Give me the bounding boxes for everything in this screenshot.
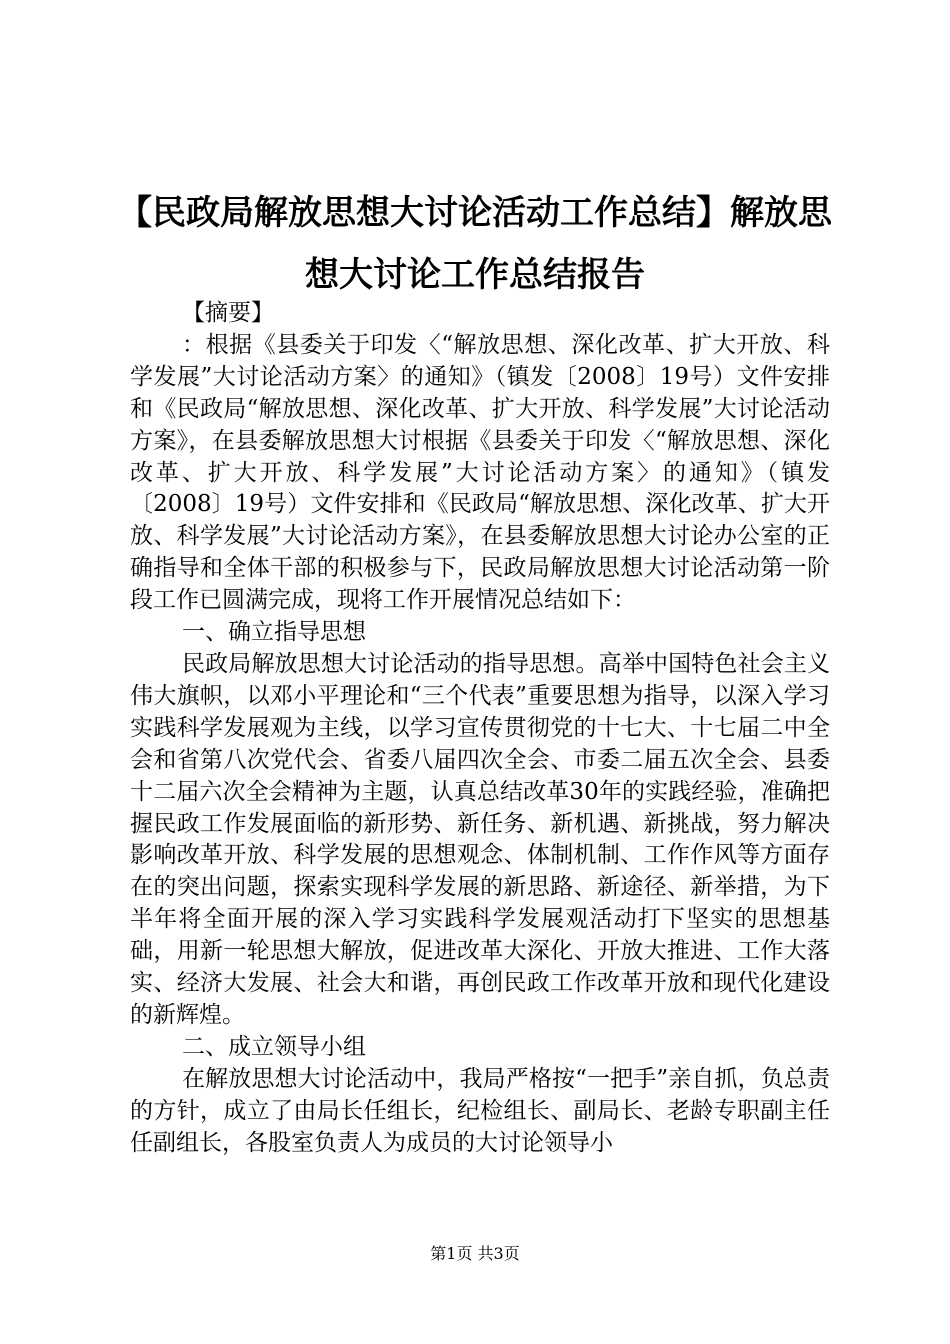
page-footer: 第1页 共3页 xyxy=(430,1244,520,1263)
section-paragraph-2: 在解放思想大讨论活动中，我局严格按“一把手”亲自抓，负总责的方针，成立了由局长任组长，纪检组长、副局长、老龄专职副主任任副组长，各股室负责人为成员的大讨论领导小 xyxy=(130,1065,830,1156)
section-heading-2: 二、成立领导小组 xyxy=(182,1033,366,1060)
document-title: 【民政局解放思想大讨论活动工作总结】解放思想大讨论工作总结报告 xyxy=(118,193,832,295)
abstract-label: 【摘要】 xyxy=(182,300,274,326)
section-heading-1: 一、确立指导思想 xyxy=(182,619,366,646)
document-body xyxy=(130,298,830,1159)
abstract-paragraph: ：根据《县委关于印发〈“解放思想、深化改革、扩大开放、科学发展”大讨论活动方案〉的通知》（镇发〔2008〕19号）文件安排和《民政局“解放思想、深化改革、扩大开放、科学发展”大讨论活动方案》，在县委解放思想大讨根据《县委关于印发〈“解放思想、深化改革、扩大开放、科学发展”大讨论活动方案〉的通知》（镇发〔2008〕19号）文件安排和《民政局“解放思想、深化改革、扩大开放、科学发展”大讨论活动方案》，在县委解放思想大讨论办公室的正确指导和全体干部的积极参与下，民政局解放思想大讨论活动第一阶段工作已圆满完成，现将工作开展情况总结如下： xyxy=(130,331,830,614)
section-paragraph-1: 民政局解放思想大讨论活动的指导思想。高举中国特色社会主义伟大旗帜，以邓小平理论和“三个代表”重要思想为指导，以深入学习实践科学发展观为主线，以学习宣传贯彻党的十七大、十七届二中全会和省第八次党代会、省委八届四次全会、市委二届五次全会、县委十二届六次全会精神为主题，认真总结改革30年的实践经验，准确把握民政工作发展面临的新形势、新任务、新机遇、新挑战，努力解决影响改革开放、科学发展的思想观念、体制机制、工作作风等方面存在的突出问题，探索实现科学发展的新思路、新途径、新举措，为下半年将全面开展的深入学习实践科学发展观活动打下坚实的思想基础，用新一轮思想大解放，促进改革大深化、开放大推进、工作大落实、经济大发展、社会大和谐，再创民政工作改革开放和现代化建设的新辉煌。 xyxy=(130,650,830,1028)
